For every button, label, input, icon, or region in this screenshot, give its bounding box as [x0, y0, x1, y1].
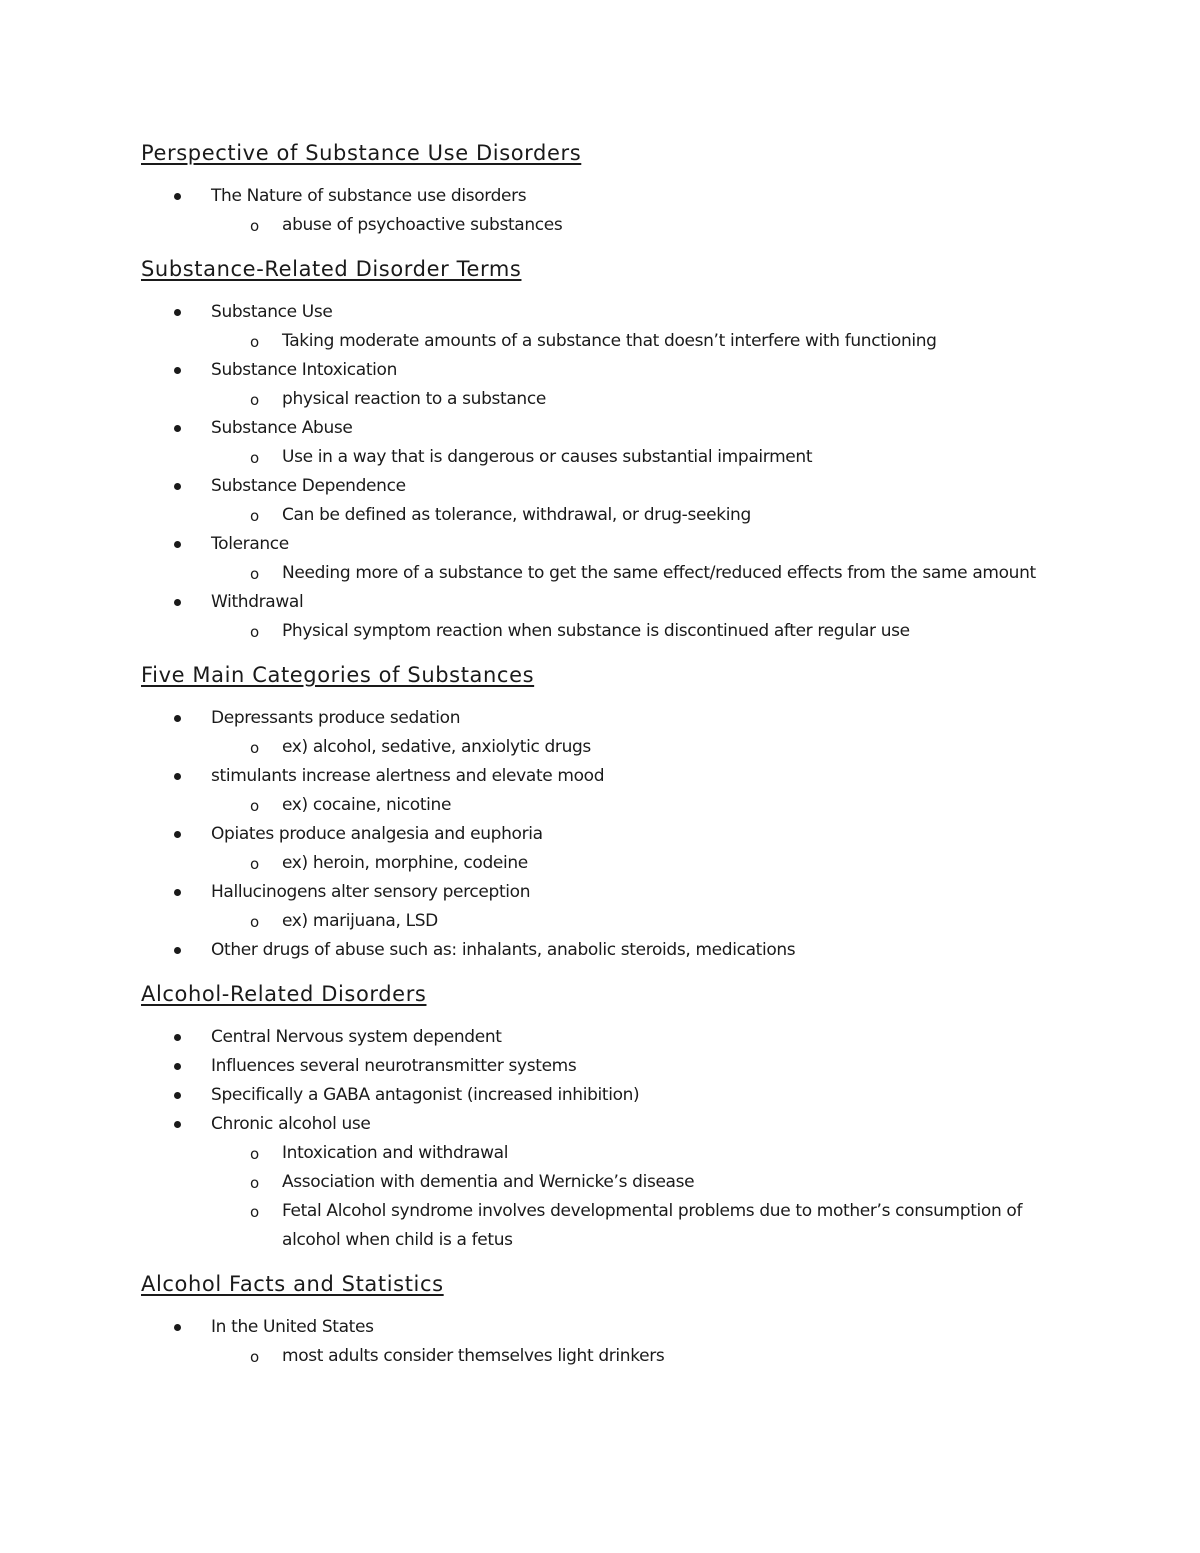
section	[141, 1269, 1071, 1371]
list-item	[141, 936, 1071, 965]
sub-bullet-icon: o	[250, 507, 260, 525]
bullet-icon	[174, 193, 181, 200]
list-item	[141, 356, 1071, 414]
list-item	[141, 1023, 1071, 1052]
section-heading: Five Main Categories of Substances	[141, 663, 535, 687]
sub-bullet-icon: o	[250, 913, 260, 931]
bullet-icon	[174, 309, 181, 316]
bullet-icon	[174, 367, 181, 374]
sub-bullet-icon: o	[250, 1145, 260, 1163]
sub-bullet-icon: o	[250, 333, 260, 351]
sub-list-item	[211, 791, 1071, 820]
list-item-text: Substance Intoxication	[211, 360, 398, 380]
sub-list-item	[211, 501, 1071, 530]
sub-list	[211, 385, 1071, 414]
bullet-icon	[174, 425, 181, 432]
bullet-list	[141, 1023, 1071, 1255]
sub-list	[211, 211, 1071, 240]
sub-list-item	[211, 907, 1071, 936]
sub-list-item-text: Needing more of a substance to get the same effect/reduced effects from the same amount	[282, 563, 1036, 583]
section	[141, 254, 1071, 646]
list-item	[141, 704, 1071, 762]
list-item-text: Central Nervous system dependent	[211, 1027, 502, 1047]
sub-list-item-text: ex) marijuana, LSD	[282, 911, 438, 931]
sub-list-item	[211, 1342, 1071, 1371]
section	[141, 979, 1071, 1255]
list-item-text: Substance Abuse	[211, 418, 353, 438]
sub-list-item	[211, 211, 1071, 240]
sub-list-item-text: ex) heroin, morphine, codeine	[282, 853, 528, 873]
sub-list	[211, 907, 1071, 936]
list-item-text: Withdrawal	[211, 592, 304, 612]
list-item	[141, 1052, 1071, 1081]
section	[141, 660, 1071, 965]
sub-list	[211, 617, 1071, 646]
list-item-text: Influences several neurotransmitter systems	[211, 1056, 577, 1076]
sub-bullet-icon: o	[250, 797, 260, 815]
section-heading: Substance-Related Disorder Terms	[141, 257, 522, 281]
sub-list-item	[211, 559, 1071, 588]
bullet-icon	[174, 1092, 181, 1099]
list-item-text: In the United States	[211, 1317, 374, 1337]
sub-list-item	[211, 1197, 1071, 1255]
list-item	[141, 182, 1071, 240]
bullet-icon	[174, 947, 181, 954]
sub-list	[211, 559, 1071, 588]
section-heading: Perspective of Substance Use Disorders	[141, 141, 582, 165]
section-heading: Alcohol Facts and Statistics	[141, 1272, 444, 1296]
sub-list-item	[211, 1168, 1071, 1197]
sub-list-item	[211, 443, 1071, 472]
sub-bullet-icon: o	[250, 855, 260, 873]
sub-list-item-text: Physical symptom reaction when substance is discontinued after regular use	[282, 621, 910, 641]
sub-list-item-text: abuse of psychoactive substances	[282, 215, 563, 235]
list-item-text: The Nature of substance use disorders	[211, 186, 527, 206]
sub-list-item	[211, 1139, 1071, 1168]
list-item	[141, 298, 1071, 356]
sub-list-item	[211, 733, 1071, 762]
bullet-icon	[174, 541, 181, 548]
list-item	[141, 1110, 1071, 1255]
sub-list	[211, 1139, 1071, 1255]
sub-list-item-text: Taking moderate amounts of a substance that doesn’t interfere with functioning	[282, 331, 937, 351]
bullet-list	[141, 182, 1071, 240]
list-item-text: Chronic alcohol use	[211, 1114, 371, 1134]
bullet-icon	[174, 889, 181, 896]
bullet-icon	[174, 1121, 181, 1128]
sub-bullet-icon: o	[250, 565, 260, 583]
list-item-text: Tolerance	[211, 534, 289, 554]
sub-list-item-text: Fetal Alcohol syndrome involves developmental problems due to mother’s consumption of alcohol when child is a fetus	[282, 1201, 1023, 1250]
sub-list-item-text: most adults consider themselves light drinkers	[282, 1346, 665, 1366]
list-item	[141, 762, 1071, 820]
bullet-icon	[174, 599, 181, 606]
sub-bullet-icon: o	[250, 623, 260, 641]
sub-list	[211, 791, 1071, 820]
bullet-icon	[174, 831, 181, 838]
list-item-text: Opiates produce analgesia and euphoria	[211, 824, 543, 844]
sub-list	[211, 1342, 1071, 1371]
list-item	[141, 878, 1071, 936]
list-item	[141, 530, 1071, 588]
list-item-text: Hallucinogens alter sensory perception	[211, 882, 531, 902]
sub-list	[211, 733, 1071, 762]
section-heading: Alcohol-Related Disorders	[141, 982, 427, 1006]
document-content	[141, 138, 1071, 1385]
list-item-text: Other drugs of abuse such as: inhalants, anabolic steroids, medications	[211, 940, 796, 960]
sub-list	[211, 501, 1071, 530]
sub-list-item	[211, 617, 1071, 646]
list-item-text: Substance Use	[211, 302, 333, 322]
sub-bullet-icon: o	[250, 217, 260, 235]
list-item	[141, 472, 1071, 530]
bullet-icon	[174, 715, 181, 722]
bullet-list	[141, 704, 1071, 965]
sub-list	[211, 327, 1071, 356]
sub-bullet-icon: o	[250, 1174, 260, 1192]
sub-bullet-icon: o	[250, 1203, 260, 1221]
sub-list-item-text: ex) cocaine, nicotine	[282, 795, 452, 815]
bullet-icon	[174, 1034, 181, 1041]
bullet-list	[141, 1313, 1071, 1371]
sub-list-item-text: Can be defined as tolerance, withdrawal, or drug-seeking	[282, 505, 751, 525]
list-item	[141, 588, 1071, 646]
section	[141, 138, 1071, 240]
sub-list-item-text: Intoxication and withdrawal	[282, 1143, 509, 1163]
list-item-text: Depressants produce sedation	[211, 708, 461, 728]
sub-list-item	[211, 385, 1071, 414]
sub-bullet-icon: o	[250, 1348, 260, 1366]
sub-list-item-text: Association with dementia and Wernicke’s disease	[282, 1172, 695, 1192]
sub-list-item	[211, 849, 1071, 878]
sub-list-item-text: Use in a way that is dangerous or causes substantial impairment	[282, 447, 813, 467]
list-item	[141, 1081, 1071, 1110]
sub-bullet-icon: o	[250, 391, 260, 409]
sub-list	[211, 849, 1071, 878]
bullet-list	[141, 298, 1071, 646]
sub-list	[211, 443, 1071, 472]
sub-list-item-text: physical reaction to a substance	[282, 389, 546, 409]
sub-list-item-text: ex) alcohol, sedative, anxiolytic drugs	[282, 737, 591, 757]
list-item	[141, 1313, 1071, 1371]
sub-list-item	[211, 327, 1071, 356]
list-item	[141, 820, 1071, 878]
list-item-text: Specifically a GABA antagonist (increased inhibition)	[211, 1085, 640, 1105]
sub-bullet-icon: o	[250, 739, 260, 757]
list-item	[141, 414, 1071, 472]
bullet-icon	[174, 1324, 181, 1331]
list-item-text: Substance Dependence	[211, 476, 406, 496]
bullet-icon	[174, 1063, 181, 1070]
list-item-text: stimulants increase alertness and elevate mood	[211, 766, 605, 786]
bullet-icon	[174, 773, 181, 780]
bullet-icon	[174, 483, 181, 490]
sub-bullet-icon: o	[250, 449, 260, 467]
